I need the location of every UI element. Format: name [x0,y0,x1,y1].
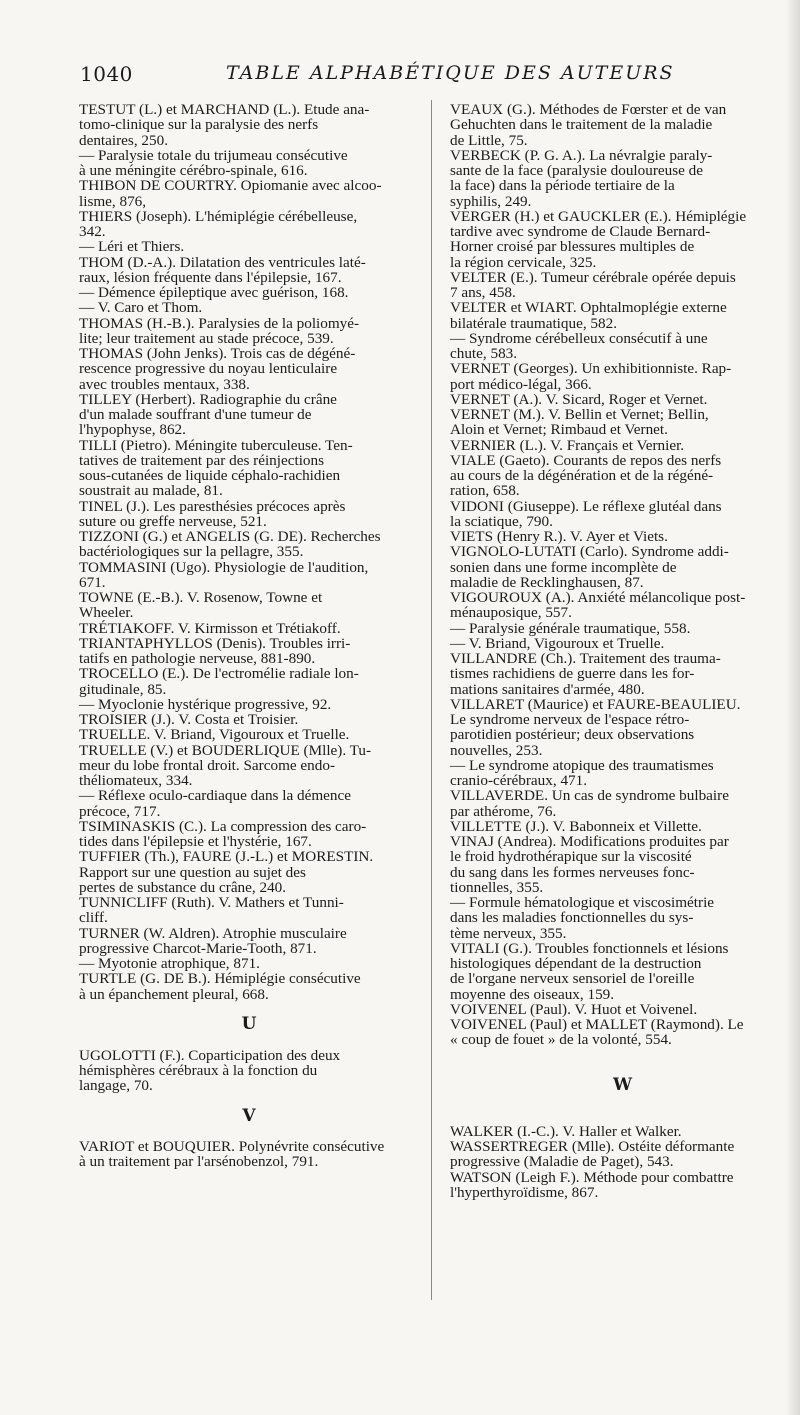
index-line: la face) dans la période tertiaire de la [450,177,675,195]
index-line: VELTER (E.). Tumeur cérébrale opérée depuis [450,268,736,286]
index-line: THIERS (Joseph). L'hémiplégie cérébelleuse, [79,207,358,225]
index-line: TOWNE (E.-B.). V. Rosenow, Towne et [79,589,323,606]
blank-line [450,1048,795,1063]
index-line: dans les maladies fonctionnelles du sys- [450,909,694,927]
blank-line [450,1109,795,1124]
index-line: THOMAS (John Jenks). Trois cas de dégéné- [79,345,356,362]
index-line: théliomateux, 334. [79,772,193,789]
index-line: TESTUT (L.) et MARCHAND (L.). Etude ana- [79,101,370,118]
index-line: tème nerveux, 355. [450,924,567,942]
index-line: lite; leur traitement au stade précoce, 539. [79,329,334,347]
blank-line [450,1093,795,1108]
running-title: TABLE ALPHABÉTIQUE DES AUTEURS [226,62,675,84]
index-line: la région cervicale, 325. [450,253,597,271]
index-line: VERNET (Georges). Un exhibitionniste. Rap- [450,360,732,378]
index-line: TILLEY (Herbert). Radiographie du crâne [79,390,337,408]
index-line: nouvelles, 253. [450,741,543,759]
index-line: syphilis, 249. [450,192,532,210]
index-line: l'hyperthyroïdisme, 867. [450,1183,599,1201]
section-letter: W [612,1075,633,1095]
index-line: VOIVENEL (Paul). V. Huot et Voivenel. [450,1000,698,1018]
index-line: dentaires, 250. [79,131,168,149]
index-line: — Paralysie générale traumatique, 558. [450,619,691,637]
index-line: 342. [79,223,106,240]
index-line: VITALI (G.). Troubles fonctionnels et lésions [450,939,729,957]
index-line: Gehuchten dans le traitement de la maladie [450,116,713,134]
index-line: TOMMASINI (Ugo). Physiologie de l'audition, [79,558,369,576]
index-line: VIGNOLO-LUTATI (Carlo). Syndrome addi- [450,543,729,561]
index-line: VEAUX (G.). Méthodes de Fœrster et de van [450,101,727,118]
index-line: — Léri et Thiers. [79,238,185,256]
index-line: tides dans l'épilepsie et l'hystérie, 167. [79,833,312,850]
index-line: Aloin et Vernet; Rimbaud et Vernet. [450,421,668,439]
index-line: TRIANTAPHYLLOS (Denis). Troubles irri- [79,634,351,652]
index-line: lisme, 876, [79,192,147,210]
index-line: TROISIER (J.). V. Costa et Troisier. [79,711,299,728]
index-line: — Formule hématologique et viscosimétrie [450,894,715,911]
index-line: cranio-cérébraux, 471. [450,772,588,789]
index-line: TRUELLE. V. Briand, Vigouroux et Truelle. [79,726,350,744]
index-line: VERNIER (L.). V. Français et Vernier. [450,436,685,454]
index-line: mations sanitaires d'armée, 480. [450,680,645,698]
index-line: VOIVENEL (Paul) et MALLET (Raymond). Le [450,1016,744,1033]
index-line: WALKER (I.-C.). V. Haller et Walker. [450,1122,682,1140]
index-line: langage, 70. [79,1077,153,1094]
index-line: raux, lésion fréquente dans l'épilepsie, 167. [79,268,342,286]
index-line: à un épanchement pleural, 668. [79,985,269,1003]
index-line: VIDONI (Giuseppe). Le réflexe glutéal dans [450,497,722,515]
index-line: — V. Caro et Thom. [79,299,203,317]
index-line: progressive (Maladie de Paget), 543. [450,1153,674,1171]
index-line: la sciatique, 790. [450,512,553,530]
right-column [450,102,795,1200]
index-line: à un traitement par l'arsénobenzol, 791. [79,1153,319,1171]
index-line: parotidien postérieur; deux observations [450,726,695,744]
index-line: WASSERTREGER (Mlle). Ostéite déformante [450,1138,735,1155]
index-line: hémisphères cérébraux à la fonction du [79,1061,318,1079]
index-line: précoce, 717. [79,802,161,820]
index-line: TINEL (J.). Les paresthésies précoces après [79,497,346,515]
index-line: TIZZONI (G.) et ANGELIS (G. DE). Recherches [79,528,381,545]
index-line: tionnelles, 355. [450,878,544,896]
index-line: TROCELLO (E.). De l'ectromélie radiale lon- [79,665,359,683]
index-line: THIBON DE COURTRY. Opiomanie avec alcoo- [79,177,382,195]
index-line: meur du lobe frontal droit. Sarcome endo- [79,756,335,774]
index-line: — Réflexe oculo-cardiaque dans la démence [79,787,351,805]
page-edge-shadow [786,0,800,1415]
index-line: TUNNICLIFF (Ruth). V. Mathers et Tunni- [79,894,344,911]
section-letter: V [242,1105,256,1126]
index-line: VINAJ (Andrea). Modifications produites par [450,833,729,850]
section-letter: U [241,1014,257,1034]
index-line: — V. Briand, Vigouroux et Truelle. [450,634,665,652]
index-line: Rapport sur une question au sujet des [79,863,306,881]
index-line: le froid hydrothérapique sur la viscosité [450,848,692,866]
index-line: progressive Charcot-Marie-Tooth, 871. [79,939,317,957]
index-line: TURNER (W. Aldren). Atrophie musculaire [79,924,347,942]
index-line: de l'organe nerveux sensoriel de l'oreille [450,970,695,988]
index-line: WATSON (Leigh F.). Méthode pour combattre [450,1168,734,1186]
index-line: tomo-clinique sur la paralysie des nerfs [79,116,319,134]
index-line: l'hypophyse, 862. [79,421,186,439]
index-line: gitudinale, 85. [79,680,167,698]
index-line: 7 ans, 458. [450,284,516,301]
index-line: tatifs en pathologie nerveuse, 881-890. [79,650,316,667]
page-number: 1040 [80,62,133,86]
index-line: Horner croisé par blessures multiples de [450,238,695,256]
index-line: TRUELLE (V.) et BOUDERLIQUE (Mlle). Tu- [79,741,372,759]
index-line: Le syndrome nerveux de l'espace rétro- [450,711,690,728]
index-line: au cours de la dégénération et de la régéné- [450,467,714,484]
index-line: cliff. [79,909,108,927]
index-line: VELTER et WIART. Ophtalmoplégie externe [450,299,727,317]
index-line: TURTLE (G. DE B.). Hémiplégie consécutive [79,970,361,988]
column-divider [431,100,432,1300]
index-line: VIETS (Henry R.). V. Ayer et Viets. [450,528,668,545]
index-line: sonien dans une forme incomplète de [450,558,677,576]
index-line: VILLANDRE (Ch.). Traitement des trauma- [450,650,721,667]
blank-line [79,1124,419,1139]
index-line: ration, 658. [450,482,520,500]
index-line: avec troubles mentaux, 338. [79,375,250,393]
index-line: — Syndrome cérébelleux consécutif à une [450,329,708,347]
index-line: « coup de fouet » de la volonté, 554. [450,1031,672,1049]
index-line: THOM (D.-A.). Dilatation des ventricules laté- [79,253,366,271]
blank-line [79,1032,419,1047]
index-line: maladie de Recklinghausen, 87. [450,573,644,591]
index-line: suture ou greffe nerveuse, 521. [79,512,267,530]
index-line: VIGOUROUX (A.). Anxiété mélancolique post- [450,589,746,606]
index-line: VERNET (A.). V. Sicard, Roger et Vernet. [450,390,708,408]
index-line: sous-cutanées de liquide céphalo-rachidien [79,467,341,484]
index-line: — Paralysie totale du trijumeau consécutive [79,146,348,164]
index-line: bilatérale traumatique, 582. [450,314,617,332]
index-line: à une méningite cérébro-spinale, 616. [79,162,308,179]
index-line: rescence progressive du noyau lenticulaire [79,360,338,378]
index-line: TUFFIER (Th.), FAURE (J.-L.) et MORESTIN. [79,848,374,866]
index-line: TSIMINASKIS (C.). La compression des caro- [79,817,367,835]
index-line: moyenne des oiseaux, 159. [450,985,615,1003]
index-line: — Démence épileptique avec guérison, 168. [79,284,349,301]
index-line: d'un malade souffrant d'une tumeur de [79,406,312,423]
index-line: tismes rachidiens de guerre dans les for- [450,665,695,683]
index-line: VILLAVERDE. Un cas de syndrome bulbaire [450,787,729,805]
index-line: bactériologiques sur la pellagre, 355. [79,543,304,561]
index-line: soustrait au malade, 81. [79,482,223,500]
page-header [80,62,780,90]
index-line: tatives de traitement par des réinjections [79,451,325,469]
index-line: chute, 583. [450,345,518,362]
index-line: VIALE (Gaeto). Courants de repos des nerfs [450,451,722,469]
index-line: — Myotonie atrophique, 871. [79,955,260,972]
index-line: VILLETTE (J.). V. Babonneix et Villette. [450,817,702,835]
index-line: THOMAS (H.-B.). Paralysies de la poliomyé- [79,314,360,332]
index-line: TILLI (Pietro). Méningite tuberculeuse. Ten- [79,436,353,454]
index-line: de Little, 75. [450,131,528,149]
index-line: VERNET (M.). V. Bellin et Vernet; Bellin, [450,406,709,423]
index-line: port médico-légal, 366. [450,375,592,393]
index-line: sante de la face (paralysie douloureuse de [450,162,704,179]
index-line: — Myoclonie hystérique progressive, 92. [79,695,332,713]
index-line: histologiques dépendant de la destruction [450,955,702,972]
index-line: UGOLOTTI (F.). Coparticipation des deux [79,1046,341,1064]
index-line: TRÉTIAKOFF. V. Kirmisson et Trétiakoff. [79,619,341,637]
index-line: du sang dans les formes nerveuses fonc- [450,863,695,881]
index-line: par athérome, 76. [450,802,557,820]
left-column [79,102,419,1170]
index-line: VARIOT et BOUQUIER. Polynévrite consécutive [79,1138,385,1155]
index-line: pertes de substance du crâne, 240. [79,878,287,896]
index-line: tardive avec syndrome de Claude Bernard- [450,223,711,240]
index-line: VILLARET (Maurice) et FAURE-BEAULIEU. [450,695,741,713]
index-line: 671. [79,573,106,591]
index-line: ménauposique, 557. [450,604,572,622]
index-line: VERGER (H.) et GAUCKLER (E.). Hémiplégie [450,207,747,225]
index-line: — Le syndrome atopique des traumatismes [450,756,714,774]
index-line: VERBECK (P. G. A.). La névralgie paraly- [450,146,713,164]
index-line: Wheeler. [79,604,134,622]
